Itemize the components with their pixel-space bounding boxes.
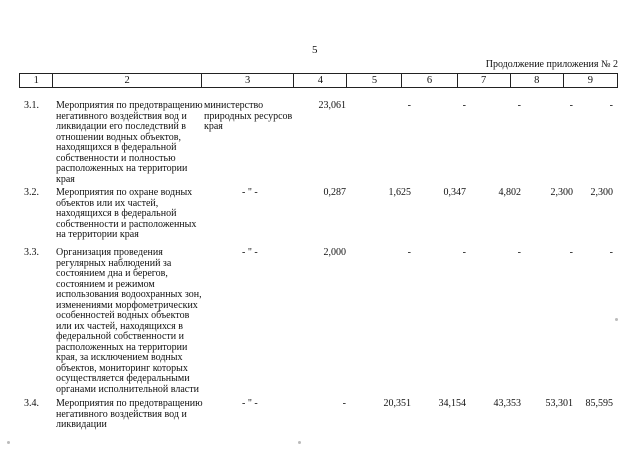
- row-value-col4: -: [342, 398, 346, 409]
- row-number: 3.3.: [24, 247, 39, 258]
- col-header-9: 9: [563, 74, 617, 88]
- row-value-col4: 23,061: [318, 100, 346, 111]
- row-value-col8: -: [569, 247, 573, 258]
- row-value-col9: -: [609, 247, 613, 258]
- row-value-col4: 2,000: [323, 247, 346, 258]
- row-responsible: - " -: [242, 187, 258, 198]
- continuation-note: Продолжение приложения № 2: [485, 59, 618, 70]
- scan-speck: [615, 318, 618, 321]
- row-value-col6: -: [462, 247, 466, 258]
- row-value-col9: -: [609, 100, 613, 111]
- row-value-col5: 1,625: [388, 187, 411, 198]
- col-header-1: 1: [20, 74, 53, 88]
- row-number: 3.4.: [24, 398, 39, 409]
- row-value-col8: -: [569, 100, 573, 111]
- col-header-8: 8: [510, 74, 563, 88]
- col-header-3: 3: [201, 74, 293, 88]
- row-value-col8: 53,301: [545, 398, 573, 409]
- row-value-col7: -: [517, 100, 521, 111]
- row-value-col6: 0,347: [443, 187, 466, 198]
- row-responsible: - " -: [242, 247, 258, 258]
- column-header-row: [19, 73, 618, 88]
- col-header-5: 5: [347, 74, 402, 88]
- row-number: 3.2.: [24, 187, 39, 198]
- row-description: Мероприятия по охране водных объектов или их частей, находящихся в федеральной собственности и расположенных на территории края: [56, 187, 197, 240]
- col-header-4: 4: [294, 74, 347, 88]
- row-value-col9: 85,595: [585, 398, 613, 409]
- row-responsible: министерство природных ресурсов края: [204, 100, 293, 132]
- row-value-col7: 43,353: [493, 398, 521, 409]
- row-value-col6: -: [462, 100, 466, 111]
- row-value-col6: 34,154: [438, 398, 466, 409]
- row-value-col5: -: [407, 100, 411, 111]
- row-value-col4: 0,287: [323, 187, 346, 198]
- row-description: Мероприятия по предотвращению негативного воздействия вод и ликвидации: [56, 398, 203, 430]
- page-number: 5: [312, 44, 318, 56]
- row-description: Организация проведения регулярных наблюдений за состоянием дна и берегов, состоянием и режимом использования водоохранных зон, изменениями морфометрических особенностей водных объектов или их частей, находящихся в федеральной собственности и расположенных на территории края, за исключением водных объектов, мониторинг которых осуществляется федеральными органами исполнительной власти: [56, 247, 202, 395]
- row-responsible: - " -: [242, 398, 258, 409]
- scan-speck: [298, 441, 301, 444]
- col-header-2: 2: [53, 74, 201, 88]
- row-value-col5: 20,351: [383, 398, 411, 409]
- col-header-6: 6: [402, 74, 457, 88]
- row-number: 3.1.: [24, 100, 39, 111]
- row-value-col5: -: [407, 247, 411, 258]
- row-value-col9: 2,300: [590, 187, 613, 198]
- scan-speck: [7, 441, 10, 444]
- row-description: Мероприятия по предотвращению негативного воздействия вод и ликвидации его последствий в отношении водных объектов, находящихся в федеральной собственности и полностью расположенных на территории края: [56, 100, 203, 185]
- col-header-7: 7: [457, 74, 510, 88]
- row-value-col7: 4,802: [498, 187, 521, 198]
- row-value-col7: -: [517, 247, 521, 258]
- row-value-col8: 2,300: [550, 187, 573, 198]
